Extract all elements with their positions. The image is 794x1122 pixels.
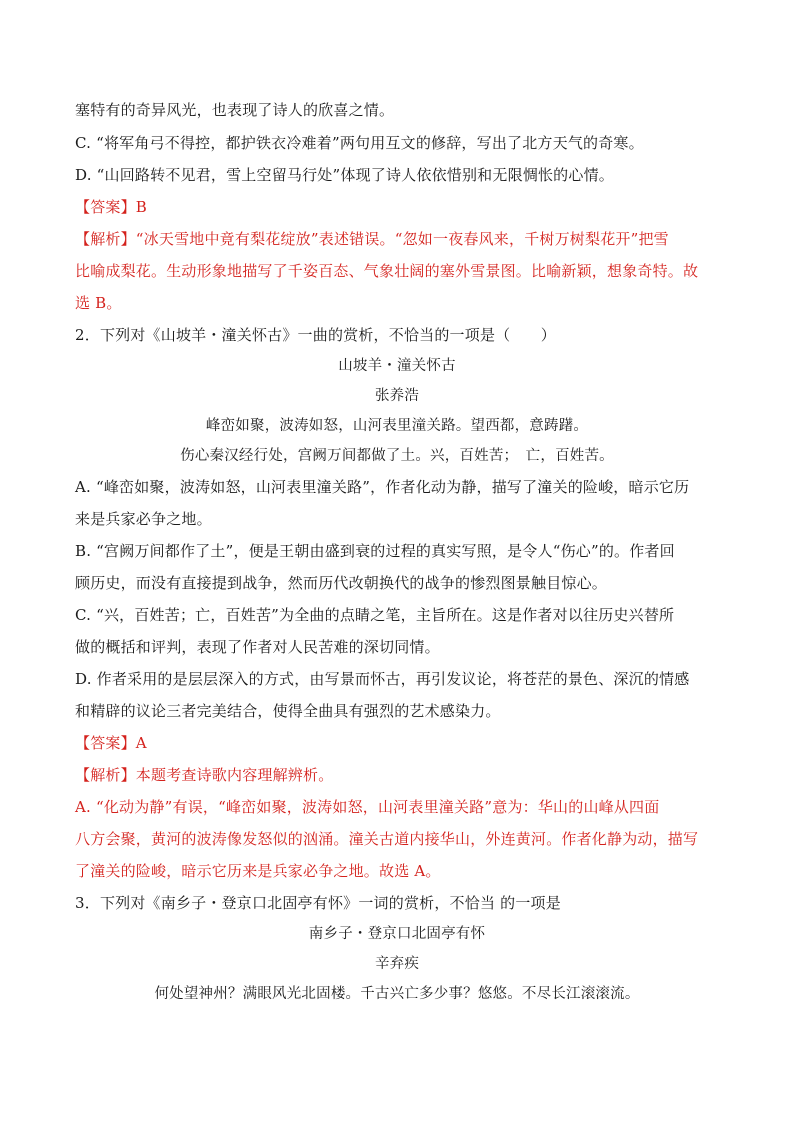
analysis-text: 比喻成梨花。生动形象地描写了千姿百态、气象壮阔的塞外雪景图。比喻新颖，想象奇特。故 [75,262,699,280]
poem-line: 何处望神州？满眼风光北固楼。千古兴亡多少事？悠悠。不尽长江滚滚流。 [154,986,640,1002]
option-a: A. “峰峦如聚，波涛如怒，山河表里潼关路”，作者化动为静，描写了潼关的险峻，暗示它历 [75,478,690,496]
analysis-text: 八方会聚，黄河的波涛像发怒似的汹涌。潼关古道内接华山，外连黄河。作者化静为动，描写 [75,830,699,848]
poem-title: 南乡子・登京口北固亭有怀 [308,926,486,942]
question-2: 2．下列对《山坡羊・潼关怀古》一曲的赏析，不恰当的一项是（ ） [75,326,556,344]
poem-line: 伤心秦汉经行处，宫阙万间都做了土。兴，百姓苦； 亡，百姓苦。 [180,448,614,464]
answer-label: 【答案】A [75,734,147,752]
option-d-cont: 和精辟的议论三者完美结合，使得全曲具有强烈的艺术感染力。 [75,702,501,720]
answer-label: 【答案】B [75,198,148,216]
option-b: B. “宫阙万间都作了土”，便是王朝由盛到衰的过程的真实写照，是令人“伤心”的。作者回 [75,542,675,560]
poem-line: 峰峦如聚，波涛如怒，山河表里潼关路。望西都，意踌躇。 [205,418,589,434]
poem-title: 山坡羊・潼关怀古 [338,358,456,374]
analysis-text: 【解析】“冰天雪地中竟有梨花绽放”表述错误。“忽如一夜春风来，千树万树梨花开”把雪 [75,230,669,248]
analysis-text: 了潼关的险峻，暗示它历来是兵家必争之地。故选 A。 [75,862,441,880]
option-a-cont: 来是兵家必争之地。 [75,510,212,528]
analysis-text: A. “化动为静”有误，“峰峦如聚，波涛如怒，山河表里潼关路”意为：华山的山峰从四面 [75,798,660,816]
option-c-cont: 做的概括和评判，表现了作者对人民苦难的深切同情。 [75,638,440,656]
option-d: D. “山回路转不见君，雪上空留马行处”体现了诗人依依惜别和无限惆怅的心情。 [75,166,614,184]
option-c: C. “兴，百姓苦；亡，百姓苦”为全曲的点睛之笔，主旨所在。这是作者对以往历史兴替所 [75,606,675,624]
poem-author: 辛弃疾 [374,956,420,972]
text-line: 塞特有的奇异风光，也表现了诗人的欣喜之情。 [75,101,395,119]
analysis-text: 【解析】本题考查诗歌内容理解辨析。 [75,766,334,784]
option-d: D. 作者采用的是层层深入的方式，由写景而怀古，再引发议论，将苍茫的景色、深沉的情感 [75,670,690,688]
analysis-text: 选 B。 [75,294,122,312]
option-c: C. “将军角弓不得控，都护铁衣冷难着”两句用互文的修辞，写出了北方天气的奇寒。 [75,134,644,152]
poem-author: 张养浩 [374,388,420,404]
option-b-cont: 顾历史，而没有直接提到战争，然而历代改朝换代的战争的惨烈图景触目惊心。 [75,574,608,592]
question-3: 3．下列对《南乡子・登京口北固亭有怀》一词的赏析，不恰当 的一项是 [75,894,561,912]
